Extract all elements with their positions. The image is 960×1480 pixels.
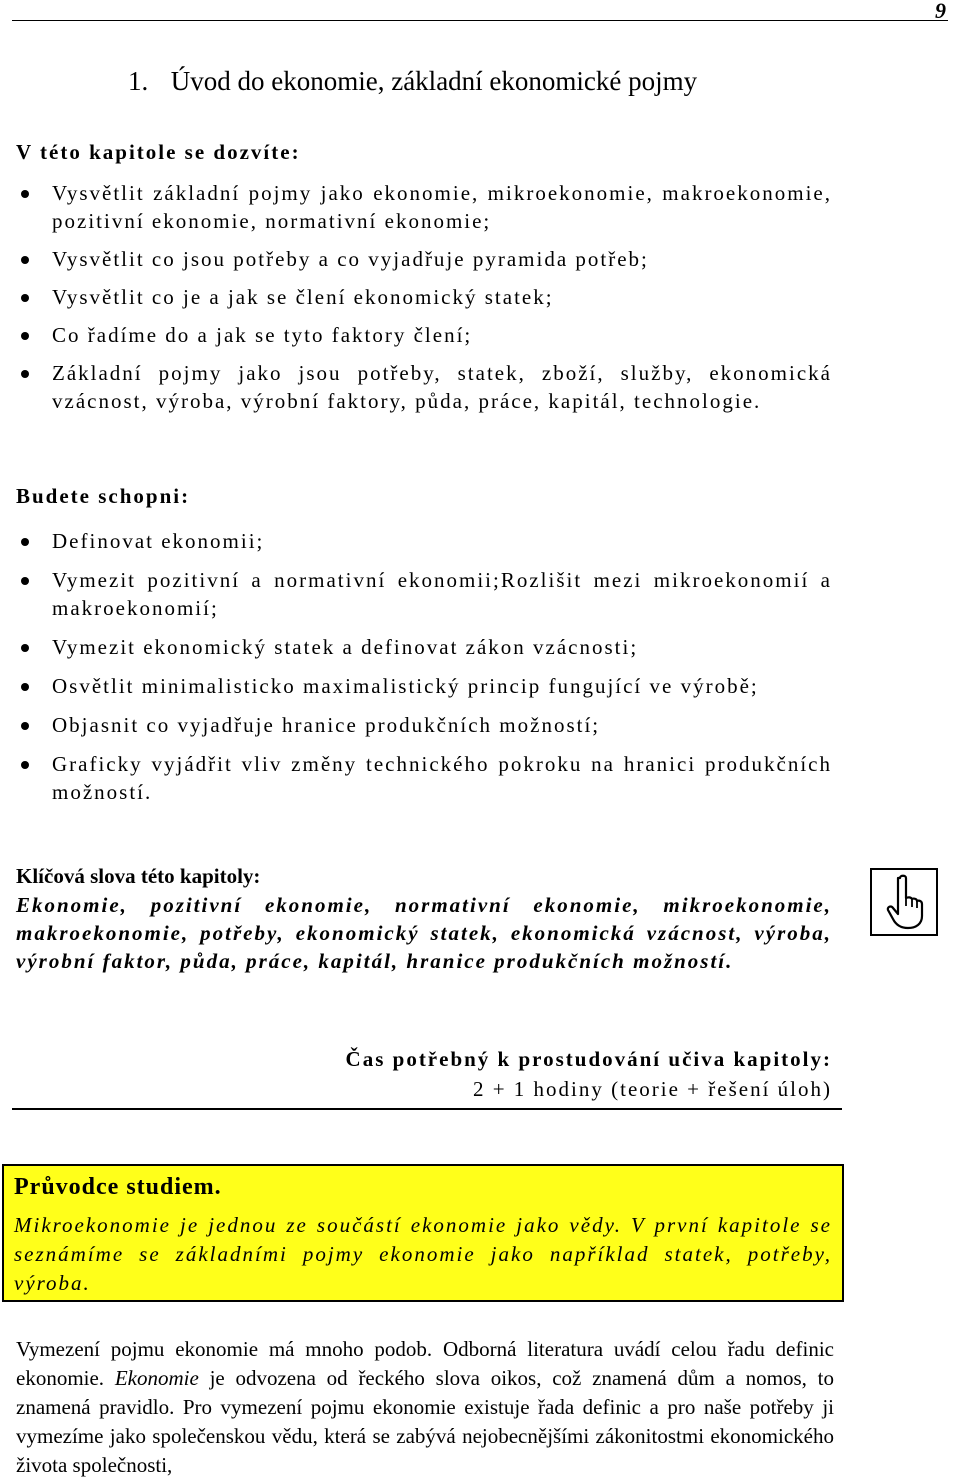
body-text-part1: Vymezení pojmu ekonomie má mnoho podob. Odborná literatura uvádí celou řadu definic ekonomie. — [16, 1337, 834, 1390]
skills-heading: Budete schopni: — [16, 484, 191, 508]
skills-list — [16, 527, 832, 806]
keywords-heading: Klíčová slova této kapitoly: — [16, 864, 261, 888]
study-guide-title: Průvodce studiem. — [14, 1174, 222, 1200]
list-item: Objasnit co vyjadřuje hranice produkčních možností; — [16, 711, 832, 739]
study-time — [346, 1044, 832, 1104]
study-time-label: Čas potřebný k prostudování učiva kapitoly: — [345, 1047, 832, 1071]
list-item: Co řadíme do a jak se tyto faktory člení; — [16, 321, 832, 349]
list-item: Osvětlit minimalisticko maximalistický princip fungující ve výrobě; — [16, 672, 832, 700]
list-item: Vysvětlit základní pojmy jako ekonomie, mikroekonomie, makroekonomie, pozitivní ekonomie, normativní ekonomie; — [16, 179, 832, 235]
page-number: 9 — [935, 0, 946, 23]
learn-section — [16, 140, 832, 415]
study-guide-box — [2, 1164, 844, 1302]
list-item: Vysvětlit co je a jak se člení ekonomický statek; — [16, 283, 832, 311]
body-paragraph — [16, 1335, 834, 1480]
chapter-title-text: Úvod do ekonomie, základní ekonomické pojmy — [170, 66, 698, 96]
list-item: Graficky vyjádřit vliv změny technického pokroku na hranici produkčních možností. — [16, 750, 832, 806]
keywords-section — [16, 864, 832, 975]
chapter-title — [128, 66, 697, 97]
pointing-hand-icon — [870, 868, 938, 936]
body-text-part2: je odvozena od řeckého slova oikos, což znamená dům a nomos, to znamená pravidlo. Pro vymezení pojmu ekonomie existuje řada definic a pro naše potřeby ji vymezíme jako společenskou vědu, která se zabývá nejobecnějšími zákonitostmi ekonomického života společnosti, — [16, 1366, 835, 1477]
header-rule — [12, 20, 948, 21]
section-divider — [12, 1108, 842, 1110]
learn-heading: V této kapitole se dozvíte: — [16, 140, 301, 164]
keywords-text: Ekonomie, pozitivní ekonomie, normativní ekonomie, mikroekonomie, makroekonomie, potřeby, ekonomický statek, ekonomická vzácnost, výroba, výrobní faktor, půda, práce, kapitál, hranice produkčních možností. — [16, 893, 832, 973]
skills-section — [16, 484, 832, 806]
list-item: Vysvětlit co jsou potřeby a co vyjadřuje pyramida potřeb; — [16, 245, 832, 273]
chapter-number: 1. — [128, 66, 149, 96]
list-item: Základní pojmy jako jsou potřeby, statek, zboží, služby, ekonomická vzácnost, výroba, výrobní faktory, půda, práce, kapitál, technologie. — [16, 359, 832, 415]
study-time-value: 2 + 1 hodiny (teorie + řešení úloh) — [472, 1077, 832, 1101]
learn-list — [16, 179, 832, 415]
list-item: Vymezit pozitivní a normativní ekonomii;Rozlišit mezi mikroekonomií a makroekonomií; — [16, 566, 832, 622]
list-item: Vymezit ekonomický statek a definovat zákon vzácnosti; — [16, 633, 832, 661]
body-emphasis: Ekonomie — [114, 1366, 199, 1390]
pointing-hand-icon-graphic — [872, 870, 936, 934]
study-guide-text: Mikroekonomie je jednou ze součástí ekonomie jako vědy. V první kapitole se seznámíme se základními pojmy ekonomie jako například statek, potřeby, výroba. — [14, 1213, 832, 1295]
list-item: Definovat ekonomii; — [16, 527, 832, 555]
